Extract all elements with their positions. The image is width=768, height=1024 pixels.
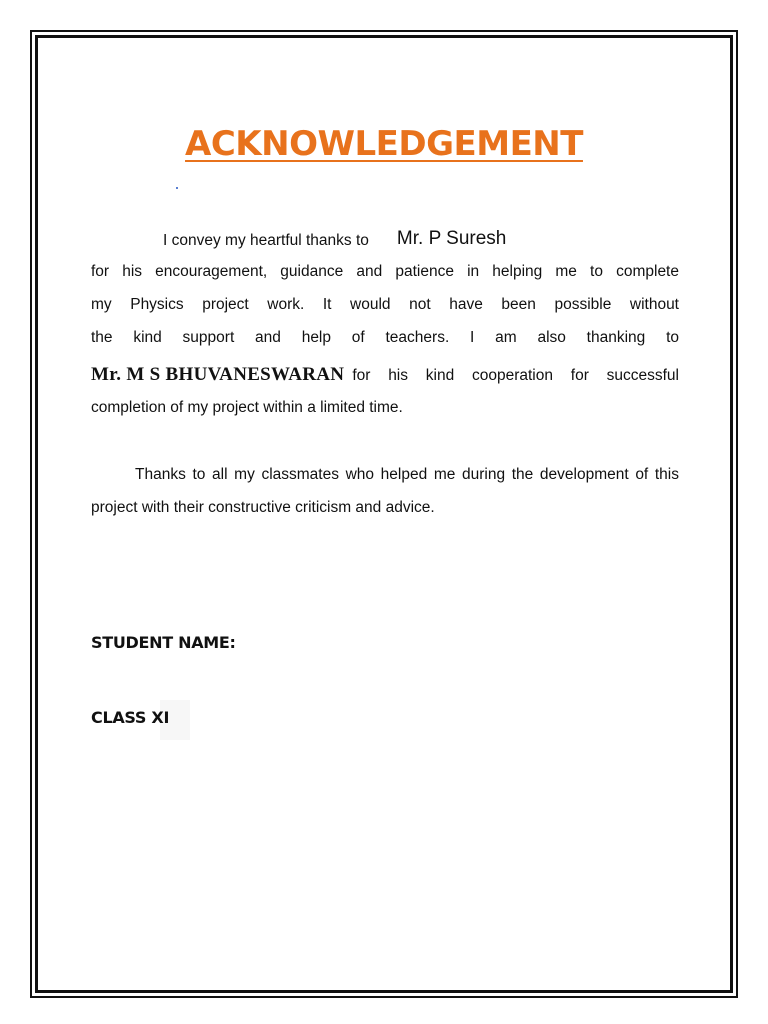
class-label: CLASS XI <box>91 708 170 727</box>
para1-line3: my Physics project work. It would not have been possible without <box>91 296 679 313</box>
para1-line6: completion of my project within a limited time. <box>91 399 403 416</box>
blue-dot-mark <box>176 187 178 189</box>
para1-line5 <box>91 364 679 386</box>
para1-line4: the kind support and help of teachers. I am also thanking to <box>91 329 679 346</box>
para2-line1: Thanks to all my classmates who helped me during the development of this <box>135 466 679 483</box>
teacher-name: Mr. P Suresh <box>396 228 507 249</box>
principal-name: Mr. M S BHUVANESWARAN <box>91 364 345 385</box>
student-name-label: STUDENT NAME: <box>91 633 236 652</box>
para1-line1 <box>163 229 506 251</box>
para2-line2: project with their constructive criticism and advice. <box>91 499 435 516</box>
para1-line1-text: I convey my heartful thanks to <box>163 232 369 249</box>
page-title: ACKNOWLEDGEMENT <box>185 124 583 164</box>
para1-line2: for his encouragement, guidance and patience in helping me to complete <box>91 263 679 280</box>
para1-line5-text: for his kind cooperation for successful <box>352 367 679 384</box>
